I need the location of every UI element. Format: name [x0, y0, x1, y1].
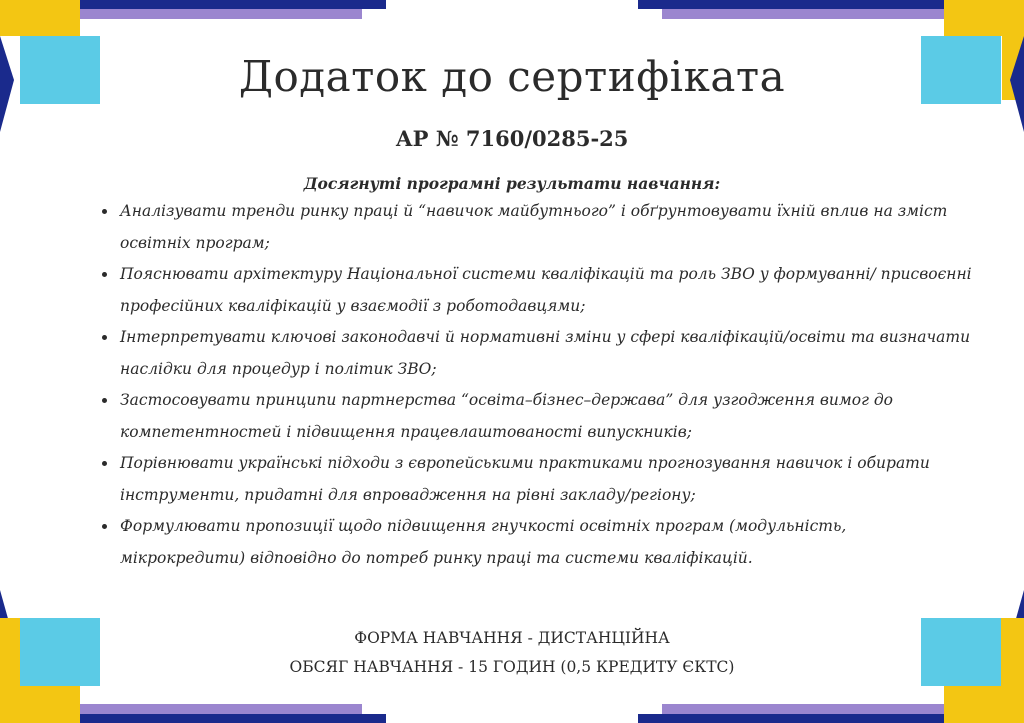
- outcome-item: • Аналізувати тренди ринку праці й “навичок майбутнього” і обґрунтовувати їхній вплив на зміст освітніх програм;: [118, 196, 976, 259]
- bottom-left-purple-bar: [80, 704, 362, 714]
- top-left-navy-bar: [80, 0, 386, 9]
- outcome-item: • Застосовувати принципи партнерства “освіта–бізнес–держава” для узгодження вимог до компетентностей і підвищення працевлаштованості випускників;: [118, 385, 976, 448]
- outcome-item: • Пояснювати архітектуру Національної системи кваліфікацій та роль ЗВО у формуванні/ присвоєнні професійних кваліфікацій у взаємодії з роботодавцями;: [118, 259, 976, 322]
- certificate-number: АР № 7160/0285-25: [395, 126, 629, 151]
- bottom-left-navy-bar: [80, 714, 386, 723]
- top-right-purple-bar: [662, 9, 944, 19]
- bottom-right-purple-bar: [662, 704, 944, 714]
- study-info: [0, 624, 1024, 682]
- top-right-yellow-block: [944, 0, 1024, 36]
- outcomes-list: [92, 196, 976, 574]
- outcome-item: • Інтерпретувати ключові законодавчі й нормативні зміни у сфері кваліфікацій/освіти та визначати наслідки для процедур і політик ЗВО;: [118, 322, 976, 385]
- outcome-item: • Формулювати пропозиції щодо підвищення гнучкості освітніх програм (модульність, мікрокредити) відповідно до потреб ринку праці та системи кваліфікацій.: [118, 511, 976, 574]
- study-form: ФОРМА НАВЧАННЯ - ДИСТАНЦІЙНА: [354, 629, 670, 647]
- study-volume: ОБСЯГ НАВЧАННЯ - 15 ГОДИН (0,5 КРЕДИТУ ЄКТС): [289, 658, 735, 676]
- top-left-yellow-block: [0, 0, 80, 36]
- top-left-purple-bar: [80, 9, 362, 19]
- results-heading: Досягнуті програмні результати навчання:: [303, 174, 721, 193]
- bottom-right-navy-bar: [638, 714, 944, 723]
- outcome-item: • Порівнювати українські підходи з європейськими практиками прогнозування навичок і обирати інструменти, придатні для впровадження на рівні закладу/регіону;: [118, 448, 976, 511]
- top-right-navy-bar: [638, 0, 944, 9]
- certificate-title: Додаток до сертифіката: [238, 52, 786, 101]
